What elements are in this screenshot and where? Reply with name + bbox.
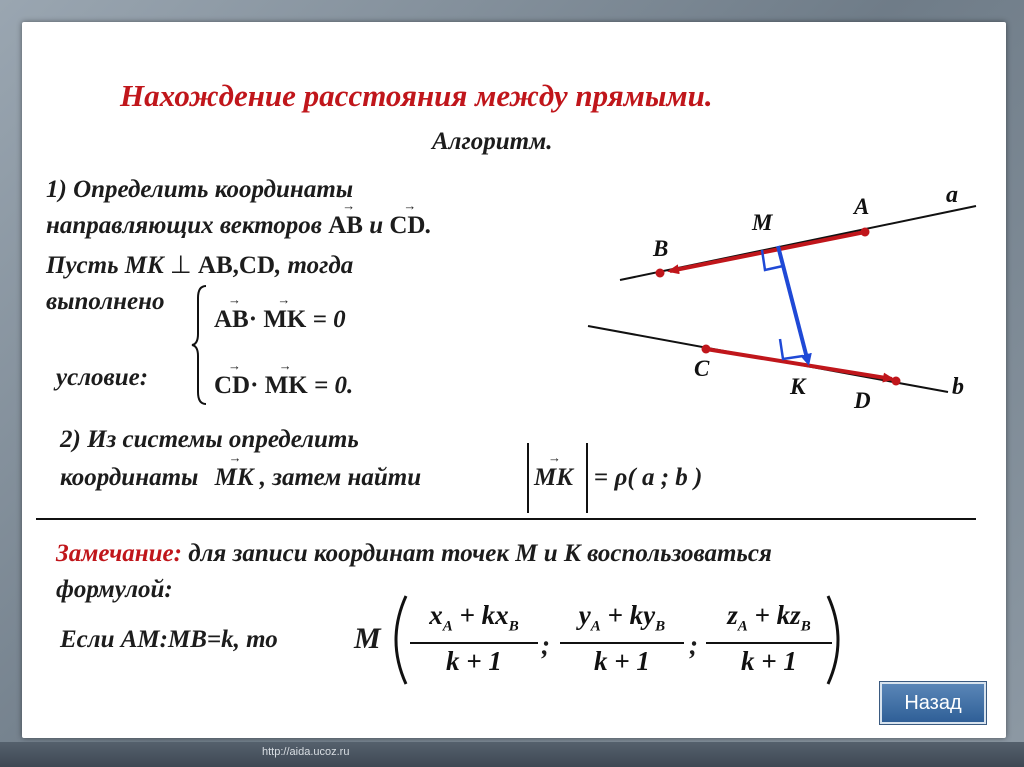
fraction-z-denominator: k + 1 (741, 646, 797, 676)
footer-bar (0, 742, 1024, 767)
vector-mk (214, 450, 254, 491)
separator: ; (541, 630, 550, 660)
divider (36, 518, 976, 520)
step1-line3 (46, 250, 353, 280)
eq1-b: MK (263, 306, 307, 333)
fraction-x-numerator: $x_A + kx_B$ (429, 600, 519, 635)
eq2-vec-cd (214, 358, 251, 399)
label-point-b: B (653, 236, 669, 261)
label-point-a: A (854, 194, 870, 219)
vector-ab-label: AB (328, 212, 363, 239)
left-paren (396, 596, 406, 684)
eq1-vec-ab (214, 292, 249, 333)
rho-symbol: ρ (614, 464, 628, 491)
arrow-icon: → (548, 450, 561, 465)
arrow-icon: → (342, 198, 356, 213)
label-point-k: К (790, 374, 806, 399)
abs-vector-mk (534, 450, 573, 492)
step2-mid: , затем найти (259, 464, 422, 491)
fraction-z (706, 600, 832, 686)
point-c (702, 345, 711, 354)
step2-line1: 2) Из системы определить (60, 426, 359, 453)
note-text1: для записи координат точек М и К воспользоваться (181, 540, 772, 567)
step2-prefix: координаты (60, 464, 199, 491)
fraction-y-numerator: $y_A + ky_B$ (578, 600, 666, 635)
note-line1 (56, 540, 772, 568)
note-label: Замечание: (56, 540, 182, 567)
arrow-icon: → (278, 358, 292, 373)
vector-ab-arrow (670, 232, 865, 271)
right-angle-mark-bottom (780, 339, 803, 359)
fraction-bar (410, 642, 538, 644)
point-m-formula: M (354, 622, 381, 655)
fraction-y (560, 600, 684, 686)
eq2-b: MK (264, 372, 308, 399)
note-line2: формулой: (56, 576, 173, 603)
point-d (892, 377, 901, 386)
label-line-b: b (952, 374, 964, 400)
abs-mk-label: MK (534, 464, 573, 491)
label-point-m: M (752, 210, 773, 235)
page-title: Нахождение расстояния между прямыми. (120, 78, 713, 113)
equation-1 (214, 292, 346, 334)
equals-sign: = (594, 464, 609, 491)
period: . (425, 212, 432, 239)
perpendicular-icon: ⊥ (169, 252, 192, 279)
dot-operator: · (250, 372, 259, 399)
arrow-icon: → (277, 292, 291, 307)
fraction-bar (706, 642, 832, 644)
fraction-z-numerator: $z_A + kz_B$ (727, 600, 811, 635)
arrow-icon: → (228, 358, 241, 373)
line3-vectors: AB,CD (197, 252, 276, 279)
dot-operator: · (248, 306, 258, 333)
label-point-c: C (694, 356, 710, 381)
step1-line1: 1) Определить координаты (46, 176, 354, 203)
eq2-vec-mk (264, 358, 308, 399)
abs-bar-left (527, 443, 529, 513)
vector-cd (389, 198, 426, 239)
equation-2 (214, 358, 354, 400)
conj: и (369, 212, 384, 239)
arrow-icon: → (403, 198, 417, 213)
distance-expression (594, 464, 702, 492)
vector-mk-arrow (778, 246, 808, 362)
vector-cd-label: CD (389, 212, 426, 239)
eq1-vec-mk (263, 292, 307, 333)
fraction-bar (560, 642, 684, 644)
point-a (861, 228, 870, 237)
eq2-a: CD (214, 372, 251, 399)
fraction-x (410, 600, 538, 686)
point-b (656, 269, 665, 278)
vector-mk-label: MK (214, 464, 254, 491)
eq1-a: AB (214, 306, 249, 333)
arrow-icon: → (228, 450, 242, 465)
vector-ab (328, 198, 363, 239)
fraction-y-denominator: k + 1 (594, 646, 650, 676)
fraction-x-denominator: k + 1 (446, 646, 502, 676)
abs-bar-right (586, 443, 588, 513)
eq2-rhs: = 0. (314, 372, 354, 399)
separator: ; (689, 630, 698, 660)
footer-url[interactable]: http://aida.ucoz.ru (262, 746, 350, 758)
condition-label: условие: (56, 364, 149, 391)
step2-line2 (60, 450, 422, 492)
label-point-d: D (854, 388, 871, 413)
abs-mk (534, 450, 573, 491)
if-text: Если AM:MB=k, то (60, 626, 278, 653)
line3-prefix: Пусть MK (46, 252, 164, 279)
step1-line4: выполнено (46, 288, 165, 315)
system-brace (190, 284, 210, 406)
distance-args: ( a ; b ) (627, 464, 703, 491)
subtitle: Алгоритм. (432, 128, 553, 155)
back-button[interactable]: Назад (880, 682, 986, 724)
label-line-a: a (946, 182, 958, 208)
step1-line2-prefix: направляющих векторов (46, 212, 322, 239)
eq1-rhs: = 0 (312, 306, 346, 333)
line3-suffix: , тогда (275, 252, 354, 279)
geometry-figure (580, 170, 1000, 420)
arrow-icon: → (228, 292, 241, 307)
step1-line2 (46, 198, 432, 240)
